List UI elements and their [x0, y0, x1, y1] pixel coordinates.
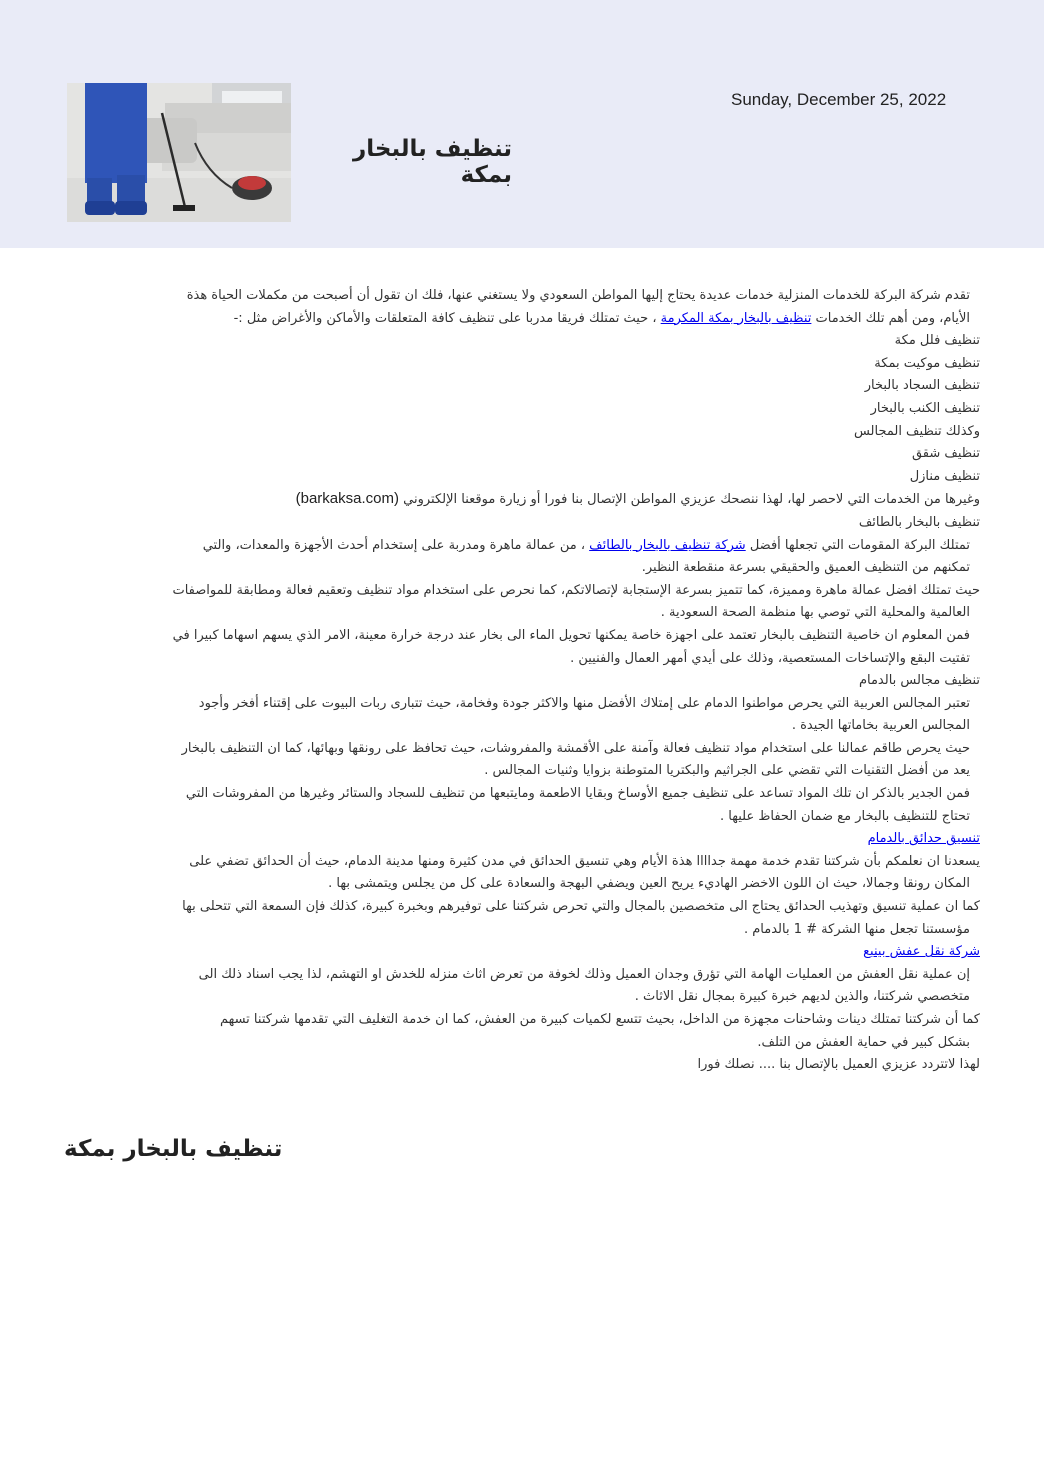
link-steam-cleaning-taif[interactable]: شركة تنظيف بالبخار بالطائف: [589, 537, 746, 553]
section-heading: تنظيف مجالس بالدمام: [858, 673, 980, 689]
paragraph: يعد من أفضل التقنيات التي تقضي على الجراثيم والبكتريا المتوطنة بزوايا وثنيات المجالس .: [484, 763, 970, 779]
paragraph: تمكنهم من التنظيف العميق والحقيقي بسرعة منقطعة النظير.: [641, 560, 970, 576]
text: ، حيث تمتلك فريقا مدربا على تنظيف كافة المتعلقات والأماكن والأغراض مثل :-: [233, 310, 661, 326]
paragraph: المجالس العربية بخاماتها الجيدة .: [791, 718, 970, 734]
paragraph: [62, 535, 980, 558]
paragraph: فمن المعلوم ان خاصية التنظيف بالبخار تعتمد على اجهزة خاصة يمكنها تحويل الماء الى بخار عند درجة خرارة معينة، الامر الذي يسهم اسهاما كبيرا في: [172, 627, 970, 643]
section-heading: تنظيف بالبخار بالطائف: [858, 514, 980, 530]
page-header: [0, 0, 1044, 248]
page-title: تنظيف بالبخار بمكة: [353, 136, 512, 188]
header-image: [67, 83, 291, 222]
paragraph: متخصصي شركتنا، والذين لديهم خبرة كبيرة بمجال نقل الاثاث .: [634, 989, 970, 1005]
paragraph: تقدم شركة البركة للخدمات المنزلية خدمات عديدة يحتاج إليها المواطن السعودي ولا يستغني عنها، فلك ان تقول أن أصبحت من مكملات الحياة هذة: [186, 288, 970, 303]
list-item: تنظيف الكنب بالبخار: [870, 400, 980, 416]
paragraph: حيث يحرص طاقم عمالنا على استخدام مواد تنظيف فعالة وآمنة على الأقمشة والمفروشات، حيث تحافظ على رونقها وبهائها، كما ان التنظيف بالبخار: [181, 740, 970, 756]
paragraph: لهذا لاتتردد عزيزي العميل بالإتصال بنا .... نصلك فورا: [697, 1057, 980, 1073]
paragraph: العالمية والمحلية التي توصي بها منظمة الصحة السعودية .: [660, 605, 970, 621]
section-heading: [62, 941, 980, 964]
list-item: وكذلك تنظيف المجالس: [853, 423, 980, 439]
cleaning-photo: [67, 83, 291, 222]
list-item: تنظيف السجاد بالبخار: [864, 378, 980, 394]
paragraph: [62, 308, 980, 331]
section-heading: [62, 828, 980, 851]
website-text: (barkaksa.com): [295, 490, 399, 508]
list-item: تنظيف موكيت بمكة: [874, 355, 980, 371]
paragraph: كما ان عملية تنسيق وتهذيب الحدائق يحتاج الى متخصصين بالمجال والتي تحرص شركتنا على توفيرهم وبخبرة كبيرة، كذلك فإن السمعة التي تتحلى بها: [182, 899, 980, 915]
text: الأيام، ومن أهم تلك الخدمات: [811, 310, 970, 326]
paragraph: مؤسستنا تجعل منها الشركة # 1 بالدمام .: [743, 921, 970, 937]
text: وغيرها من الخدمات التي لاحصر لها، لهذا ننصحك عزيزي المواطن الإتصال بنا فورا أو زيارة موقعنا الإلكتروني: [398, 492, 980, 508]
text: تمتلك البركة المقومات التي تجعلها أفضل: [745, 537, 970, 553]
text: ، من عمالة ماهرة ومدربة على إستخدام أحدث الأجهزة والمعدات، والتي: [202, 537, 590, 553]
paragraph: تحتاج للتنظيف بالبخار مع ضمان الحفاظ عليها .: [720, 808, 970, 824]
link-furniture-moving-yanbu[interactable]: شركة نقل عفش بينبع: [863, 944, 980, 960]
list-item: تنظيف فلل مكة: [894, 333, 980, 349]
paragraph: يسعدنا ان نعلمكم بأن شركتنا تقدم خدمة مهمة جداااا هذة الأيام وهي تنسيق الحدائق في مدن كثيرة ومنها مدينة الدمام، حيث أن الحدائق تضفي على: [189, 853, 980, 869]
link-garden-landscaping-dammam[interactable]: تنسيق حدائق بالدمام: [867, 831, 980, 847]
paragraph: تفتيت البقع والإتساخات المستعصية، وذلك على أيدي أمهر العمال والفنيين .: [570, 650, 970, 666]
paragraph: فمن الجدير بالذكر ان تلك المواد تساعد على تنظيف جميع الأوساخ وبقايا الاطعمة ومايتبعها من تنظيف للسجاد والستائر وغيرها من المفروشات التي: [185, 786, 970, 802]
paragraph: تعتبر المجالس العربية التي يحرص مواطنوا الدمام على إمتلاك الأفضل منها والاكثر جودة وفخامة، حيث تتبارى ربات البيوت على إقتناء أفخر وأجود: [198, 695, 970, 711]
paragraph: بشكل كبير في حماية العفش من التلف.: [757, 1034, 970, 1050]
post-body: [62, 285, 980, 1077]
list-item: تنظيف منازل: [909, 468, 980, 484]
list-item: تنظيف شقق: [911, 446, 980, 462]
paragraph: المكان رونقا وجمالا، حيث ان اللون الاخضر الهاديء يريح العين ويضفي البهجة والسعادة على كل من يجلس ويتمشى بها .: [328, 876, 970, 892]
paragraph: إن عملية نقل العفش من العمليات الهامة التي تؤرق وجدان العميل وذلك لخوفة من تعرض اثاث منزله للخدش او التهشم، لذا يجب اسناد ذلك الى: [198, 966, 970, 982]
paragraph: [62, 488, 980, 512]
post-date: Sunday, December 25, 2022: [731, 90, 947, 109]
paragraph: كما أن شركتنا تمتلك دينات وشاحنات مجهزة من الداخل، بحيث تتسع لكميات كبيرة من العفش، كما ان خدمة التغليف التي تقدمها شركتنا تسهم: [219, 1012, 980, 1027]
footer-title: تنظيف بالبخار بمكة: [64, 1136, 283, 1162]
paragraph: حيث تمتلك افضل عمالة ماهرة ومميزة، كما تتميز بسرعة الإستجابة لإتصالاتكم، كما نحرص على استخدام مواد تنظيف وتعقيم فعالة ومطابقة للمواصفات: [172, 582, 980, 598]
link-steam-cleaning-makkah[interactable]: تنظيف بالبخار بمكة المكرمة: [660, 310, 812, 326]
